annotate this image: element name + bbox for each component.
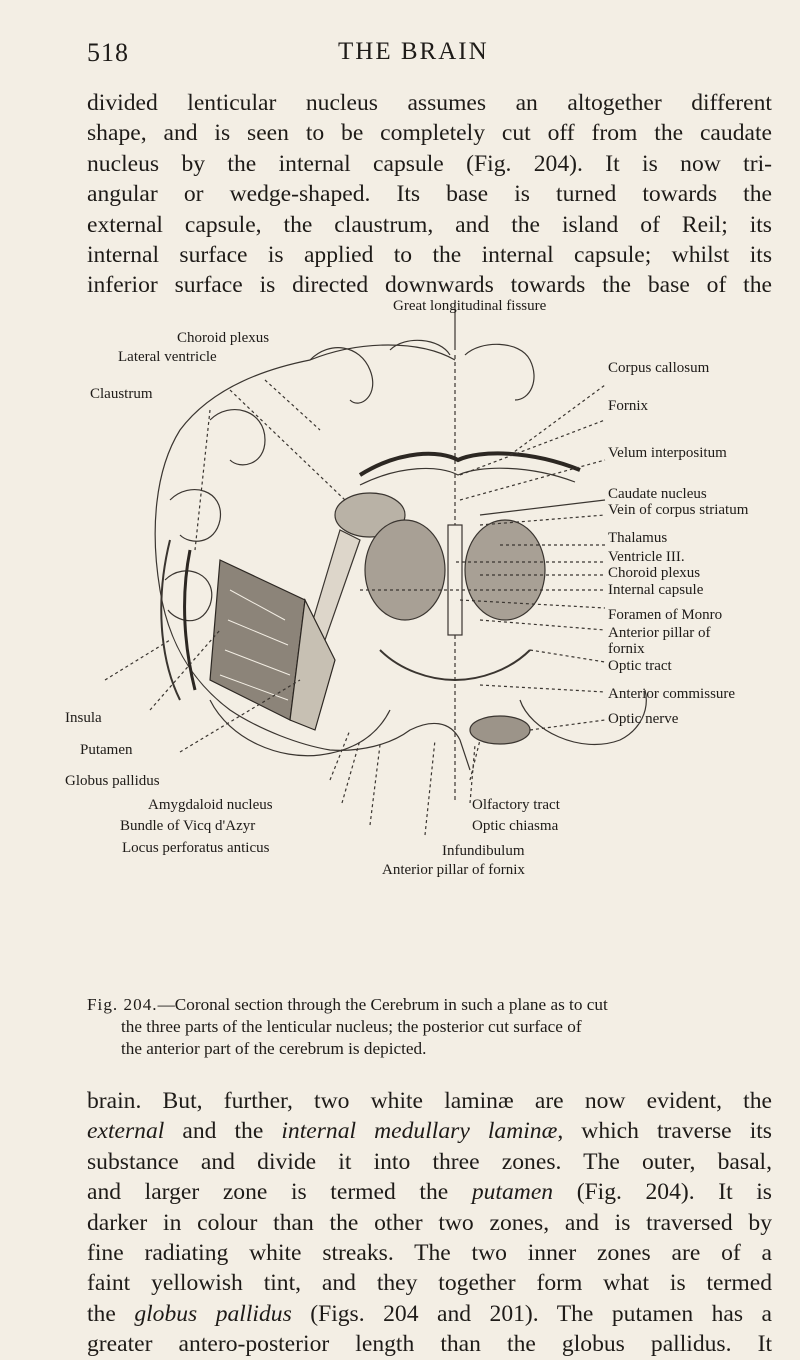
emphasis-putamen: putamen [471, 1179, 554, 1206]
figure-number: Fig. 204. [87, 995, 158, 1014]
label-internal-capsule: Internal capsule [608, 582, 704, 598]
label-great-longitudinal-fissure: Great longitudinal fissure [393, 298, 547, 314]
paragraph-line: darker in colour than the other two zones, and is traversed by [87, 1209, 772, 1236]
label-caudate-nucleus: Caudate nucleus [608, 486, 707, 502]
paragraph-top [87, 88, 772, 301]
paragraph-line: internal surface is applied to the internal capsule; whilst its [87, 242, 772, 269]
thalamus [365, 520, 445, 620]
insula-cortex [161, 540, 180, 700]
label-anterior-pillar-of-fornix-2: fornix [608, 641, 645, 657]
label-thalamus: Thalamus [608, 530, 668, 546]
paragraph-line: shape, and is seen to be completely cut off from the caudate [87, 120, 772, 147]
paragraph-line: nucleus by the internal capsule (Fig. 204). It is now tri- [87, 150, 772, 177]
label-choroid-plexus-left: Choroid plexus [177, 330, 270, 346]
corpus-callosum [360, 453, 580, 475]
label-olfactory-tract: Olfactory tract [472, 797, 560, 813]
label-amygdaloid-nucleus: Amygdaloid nucleus [148, 797, 273, 813]
paragraph-line: external capsule, the claustrum, and the island of Reil; its [87, 211, 772, 238]
label-claustrum: Claustrum [90, 386, 153, 402]
emphasis-internal-medullary-laminae: internal medullary laminæ [281, 1118, 558, 1145]
emphasis-external: external [87, 1118, 165, 1145]
paragraph-line: fine radiating white streaks. The two inner zones are of a [87, 1240, 772, 1267]
internal-capsule [310, 530, 360, 640]
page-number: 518 [87, 38, 129, 67]
paragraph-bottom [87, 1086, 772, 1360]
paragraph-line: inferior surface is directed downwards towards the base of the [87, 272, 772, 299]
label-foramen-of-monro: Foramen of Monro [608, 607, 723, 623]
brain-coronal-section-figure [60, 300, 800, 990]
paragraph-line: greater antero-posterior length than the globus pallidus. It [87, 1331, 772, 1358]
optic-nerve [470, 716, 530, 744]
label-choroid-plexus-right: Choroid plexus [608, 565, 701, 581]
label-vein-corpus-striatum: Vein of corpus striatum [608, 502, 749, 518]
emphasis-globus-pallidus: globus pallidus [134, 1300, 292, 1327]
putamen [210, 560, 305, 720]
paragraph-line: the globus pallidus (Figs. 204 and 201). The putamen has a [87, 1300, 772, 1327]
label-anterior-pillar-of-fornix-1: Anterior pillar of [608, 625, 711, 641]
paragraph-line: substance and divide it into three zones. The outer, basal, [87, 1148, 772, 1175]
label-corpus-callosum: Corpus callosum [608, 360, 710, 376]
paragraph-line: brain. But, further, two white laminæ are now evident, the [87, 1088, 772, 1114]
label-putamen: Putamen [80, 742, 133, 758]
label-locus-perforatus-anticus: Locus perforatus anticus [122, 840, 270, 856]
caption-line: —Coronal section through the Cerebrum in such a plane as to cut [157, 995, 608, 1014]
brain-section-illustration [60, 300, 800, 990]
label-anterior-commissure: Anterior commissure [608, 686, 736, 702]
label-lateral-ventricle: Lateral ventricle [118, 349, 217, 365]
figure-caption [87, 994, 772, 1060]
caption-line: the three parts of the lenticular nucleus; the posterior cut surface of [121, 1017, 582, 1036]
label-bundle-of-vicq-dazyr: Bundle of Vicq d'Azyr [120, 818, 256, 834]
running-title: THE BRAIN [338, 38, 489, 65]
paragraph-line: angular or wedge-shaped. Its base is turned towards the [87, 181, 772, 208]
paragraph-line: divided lenticular nucleus assumes an altogether different [87, 90, 772, 116]
label-insula: Insula [65, 710, 102, 726]
third-ventricle [448, 525, 462, 635]
label-ventricle-iii: Ventricle III. [608, 549, 685, 565]
caption-line: the anterior part of the cerebrum is depicted. [121, 1039, 427, 1058]
label-velum-interpositum: Velum interpositum [608, 445, 727, 461]
label-optic-tract: Optic tract [608, 658, 672, 674]
label-globus-pallidus: Globus pallidus [65, 773, 160, 789]
label-fornix: Fornix [608, 398, 649, 414]
label-optic-nerve: Optic nerve [608, 711, 679, 727]
paragraph-line: faint yellowish tint, and they together form what is termed [87, 1270, 772, 1297]
label-anterior-pillar-of-fornix-bottom: Anterior pillar of fornix [382, 862, 525, 878]
label-optic-chiasma: Optic chiasma [472, 818, 559, 834]
paragraph-line: and larger zone is termed the putamen (Fig. 204). It is [87, 1179, 772, 1206]
paragraph-line: external and the internal medullary laminæ, which traverse its [87, 1118, 772, 1145]
label-infundibulum: Infundibulum [442, 843, 525, 859]
